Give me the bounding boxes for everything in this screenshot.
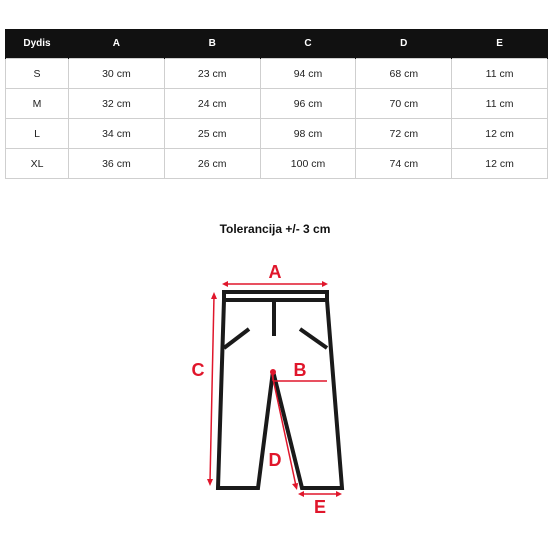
- col-header-e: E: [452, 29, 548, 59]
- dimension-c: [207, 292, 217, 486]
- label-a: A: [268, 262, 282, 282]
- col-header-b: B: [164, 29, 260, 59]
- cell-a: 30 cm: [69, 59, 165, 89]
- cell-c: 100 cm: [260, 149, 356, 179]
- label-b: B: [293, 360, 307, 380]
- col-header-d: D: [356, 29, 452, 59]
- label-c: C: [191, 360, 205, 380]
- cell-e: 12 cm: [452, 149, 548, 179]
- col-header-c: C: [260, 29, 356, 59]
- col-header-size: Dydis: [6, 29, 69, 59]
- dimension-d: [272, 374, 298, 490]
- cell-a: 36 cm: [69, 149, 165, 179]
- cell-a: 34 cm: [69, 119, 165, 149]
- col-header-a: A: [69, 29, 165, 59]
- cell-d: 74 cm: [356, 149, 452, 179]
- cell-size: S: [6, 59, 69, 89]
- label-d: D: [268, 450, 282, 470]
- cell-e: 11 cm: [452, 89, 548, 119]
- cell-b: 25 cm: [164, 119, 260, 149]
- cell-b: 26 cm: [164, 149, 260, 179]
- cell-e: 12 cm: [452, 119, 548, 149]
- tolerance-note: Tolerancija +/- 3 cm: [219, 222, 331, 236]
- cell-b: 24 cm: [164, 89, 260, 119]
- label-e: E: [313, 497, 327, 517]
- cell-e: 11 cm: [452, 59, 548, 89]
- cell-c: 98 cm: [260, 119, 356, 149]
- cell-d: 68 cm: [356, 59, 452, 89]
- cell-a: 32 cm: [69, 89, 165, 119]
- cell-size: L: [6, 119, 69, 149]
- cell-c: 96 cm: [260, 89, 356, 119]
- cell-d: 70 cm: [356, 89, 452, 119]
- cell-size: M: [6, 89, 69, 119]
- cell-b: 23 cm: [164, 59, 260, 89]
- cell-d: 72 cm: [356, 119, 452, 149]
- cell-size: XL: [6, 149, 69, 179]
- cell-c: 94 cm: [260, 59, 356, 89]
